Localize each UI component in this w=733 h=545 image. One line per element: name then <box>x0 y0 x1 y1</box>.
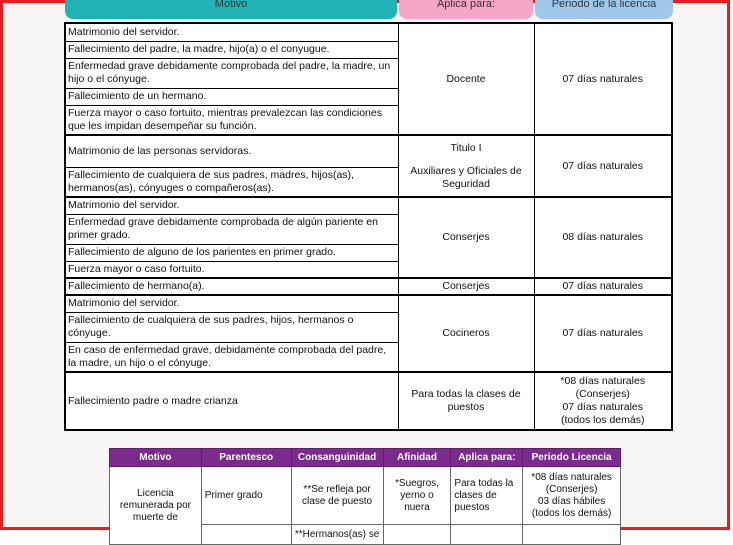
motivo-cell: Fallecimiento padre o madre crianza <box>65 372 398 430</box>
periodo-line: 07 días naturales <box>562 401 644 413</box>
aplica-line: Titulo I <box>450 141 482 154</box>
aplica-line: Auxiliares y Oficiales de Seguridad <box>410 164 522 190</box>
table-row <box>65 278 672 295</box>
motivo-cell: Matrimonio del servidor. <box>65 23 398 41</box>
periodo-cell <box>534 372 672 430</box>
aplica-cell: Para todas la clases de puestos <box>451 467 523 525</box>
aplica-cell: Para todas la clases de puestos <box>398 372 534 430</box>
periodo-line: *08 días naturales <box>560 375 646 387</box>
periodo-cell: 07 días naturales <box>534 278 672 295</box>
motivo-cell: Enfermedad grave debidamente comprobada del padre, la madre, un hijo o el cónyuge. <box>65 58 398 88</box>
motivo-cell: Fallecimiento de hermano(a). <box>65 278 398 295</box>
afinidad-cell <box>383 525 451 545</box>
periodo-cell <box>523 525 621 545</box>
periodo-cell: 07 días naturales <box>534 23 672 135</box>
motivo-cell: Enfermedad grave debidamente comprobada de algún pariente en primer grado. <box>65 214 398 244</box>
col-header-motivo: Motivo <box>110 449 202 467</box>
periodo-line: (todos los demás) <box>531 507 612 519</box>
periodo-cell: 07 días naturales <box>534 135 672 197</box>
periodo-line: 03 días hábiles <box>537 495 606 507</box>
periodo-line: (Conserjes) <box>575 388 630 400</box>
table-row <box>65 295 672 312</box>
table-row <box>110 467 621 525</box>
motivo-cell: Matrimonio de las personas servidoras. <box>65 135 398 167</box>
consanguinidad-cell: **Se refleja por clase de puesto <box>291 467 383 525</box>
motivo-cell: Fuerza mayor o caso fortuito, mientras prevalezcan las condiciones que les impidan desempeñar su función. <box>65 105 398 135</box>
motivo-cell: Fallecimiento de alguno de los parientes en primer grado. <box>65 244 398 261</box>
motivo-cell: Fallecimiento de un hermano. <box>65 88 398 105</box>
col-header-parentesco: Parentesco <box>201 449 291 467</box>
col-header-periodo: Periodo Licencia <box>523 449 621 467</box>
aplica-cell <box>398 135 534 197</box>
table-row <box>65 135 672 167</box>
periodo-cell: 08 días naturales <box>534 197 672 278</box>
motivo-cell: En caso de enfermedad grave, debidamente comprobada del padre, la madre, un hijo o el cónyuge. <box>65 342 398 372</box>
motivo-cell: Fallecimiento del padre, la madre, hijo(a) o el conyugue. <box>65 41 398 58</box>
motivo-cell: Matrimonio del servidor. <box>65 295 398 312</box>
periodo-line: (Conserjes) <box>545 483 598 495</box>
periodo-cell: 07 días naturales <box>534 295 672 372</box>
header-tabs <box>3 0 733 19</box>
licenses-table <box>64 22 673 431</box>
aplica-cell: Cocineros <box>398 295 534 372</box>
header-periodo: Periodo de la licencia <box>535 0 673 19</box>
periodo-line: (todos los demás) <box>561 414 645 426</box>
parentesco-cell <box>201 525 291 545</box>
aplica-cell: Docente <box>398 23 534 135</box>
motivo-cell: Fuerza mayor o caso fortuito. <box>65 261 398 278</box>
afinidad-cell: *Suegros, yerno o nuera <box>383 467 451 525</box>
table-row <box>65 23 672 41</box>
table-row <box>65 372 672 430</box>
header-aplica: Aplica para: <box>399 0 533 19</box>
header-motivo: Motivo <box>65 0 397 19</box>
consanguinidad-cell: **Hermanos(as) se <box>291 525 383 545</box>
col-header-afinidad: Afinidad <box>383 449 451 467</box>
table-row <box>65 197 672 214</box>
parentesco-table <box>109 448 621 545</box>
table-header-row <box>110 449 621 467</box>
motivo-cell: Fallecimiento de cualquiera de sus padres, hijos, hermanos o cónyuge. <box>65 312 398 342</box>
col-header-aplica: Aplica para: <box>451 449 523 467</box>
aplica-cell <box>451 525 523 545</box>
motivo-cell: Matrimonio del servidor. <box>65 197 398 214</box>
col-header-consanguinidad: Consanguinidad <box>291 449 383 467</box>
periodo-cell <box>523 467 621 525</box>
aplica-cell: Conserjes <box>398 278 534 295</box>
aplica-cell: Conserjes <box>398 197 534 278</box>
motivo-cell: Licencia remunerada por muerte de <box>110 467 202 545</box>
parentesco-cell: Primer grado <box>201 467 291 525</box>
periodo-line: *08 días naturales <box>531 471 612 483</box>
motivo-cell: Fallecimiento de cualquiera de sus padres, madres, hijos(as), hermanos(as), cónyuges o compañeros(as). <box>65 167 398 197</box>
